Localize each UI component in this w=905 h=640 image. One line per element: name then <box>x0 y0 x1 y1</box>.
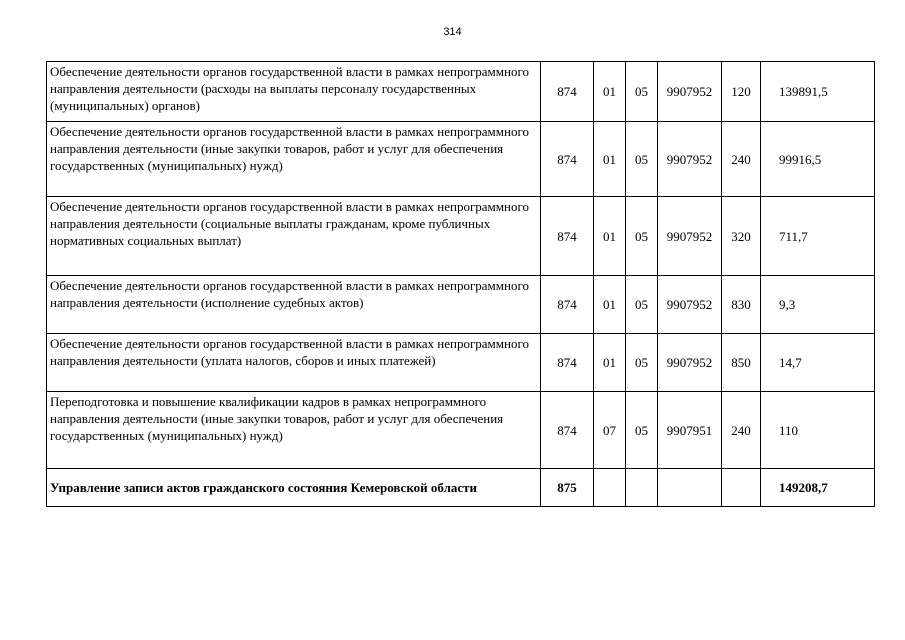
row-vr-code: 320 <box>722 197 761 276</box>
row-csr-code: 9907952 <box>658 334 722 392</box>
budget-table <box>46 61 875 507</box>
total-csr-code <box>658 469 722 507</box>
row-pr-code: 05 <box>626 197 658 276</box>
page-number: 314 <box>443 26 462 38</box>
table-row <box>47 197 875 276</box>
table-row <box>47 334 875 392</box>
total-gr-code: 875 <box>541 469 594 507</box>
table-row <box>47 276 875 334</box>
row-csr-code: 9907951 <box>658 392 722 469</box>
row-description: Обеспечение деятельности органов государственной власти в рамках непрограммного направления деятельности (иные закупки товаров, работ и услуг для обеспечения государственных (муниципальных) нужд) <box>47 122 541 197</box>
row-csr-code: 9907952 <box>658 197 722 276</box>
row-csr-code: 9907952 <box>658 276 722 334</box>
row-pr-code: 05 <box>626 276 658 334</box>
row-gr-code: 874 <box>541 197 594 276</box>
row-rz-code: 01 <box>594 122 626 197</box>
row-description: Обеспечение деятельности органов государственной власти в рамках непрограммного направления деятельности (исполнение судебных актов) <box>47 276 541 334</box>
row-gr-code: 874 <box>541 392 594 469</box>
row-pr-code: 05 <box>626 122 658 197</box>
row-rz-code: 01 <box>594 62 626 122</box>
row-vr-code: 850 <box>722 334 761 392</box>
row-rz-code: 01 <box>594 334 626 392</box>
total-row <box>47 469 875 507</box>
row-gr-code: 874 <box>541 62 594 122</box>
row-pr-code: 05 <box>626 334 658 392</box>
total-description: Управление записи актов гражданского состояния Кемеровской области <box>47 469 541 507</box>
row-description: Обеспечение деятельности органов государственной власти в рамках непрограммного направления деятельности (расходы на выплаты персоналу государственных (муниципальных) органов) <box>47 62 541 122</box>
row-gr-code: 874 <box>541 122 594 197</box>
row-description: Обеспечение деятельности органов государственной власти в рамках непрограммного направления деятельности (социальные выплаты гражданам, кроме публичных нормативных социальных выплат) <box>47 197 541 276</box>
row-amount: 99916,5 <box>761 122 875 197</box>
table-row <box>47 122 875 197</box>
row-amount: 9,3 <box>761 276 875 334</box>
row-amount: 14,7 <box>761 334 875 392</box>
table-row <box>47 62 875 122</box>
row-description: Переподготовка и повышение квалификации кадров в рамках непрограммного направления деятельности (иные закупки товаров, работ и услуг для обеспечения государственных (муниципальных) нужд) <box>47 392 541 469</box>
table-row <box>47 392 875 469</box>
row-vr-code: 240 <box>722 122 761 197</box>
total-vr-code <box>722 469 761 507</box>
row-pr-code: 05 <box>626 62 658 122</box>
row-gr-code: 874 <box>541 334 594 392</box>
total-pr-code <box>626 469 658 507</box>
row-amount: 139891,5 <box>761 62 875 122</box>
row-csr-code: 9907952 <box>658 122 722 197</box>
row-description: Обеспечение деятельности органов государственной власти в рамках непрограммного направления деятельности (уплата налогов, сборов и иных платежей) <box>47 334 541 392</box>
row-vr-code: 240 <box>722 392 761 469</box>
row-amount: 711,7 <box>761 197 875 276</box>
row-vr-code: 830 <box>722 276 761 334</box>
row-pr-code: 05 <box>626 392 658 469</box>
row-amount: 110 <box>761 392 875 469</box>
row-rz-code: 01 <box>594 197 626 276</box>
row-gr-code: 874 <box>541 276 594 334</box>
total-rz-code <box>594 469 626 507</box>
total-amount: 149208,7 <box>761 469 875 507</box>
row-csr-code: 9907952 <box>658 62 722 122</box>
row-rz-code: 07 <box>594 392 626 469</box>
row-rz-code: 01 <box>594 276 626 334</box>
row-vr-code: 120 <box>722 62 761 122</box>
